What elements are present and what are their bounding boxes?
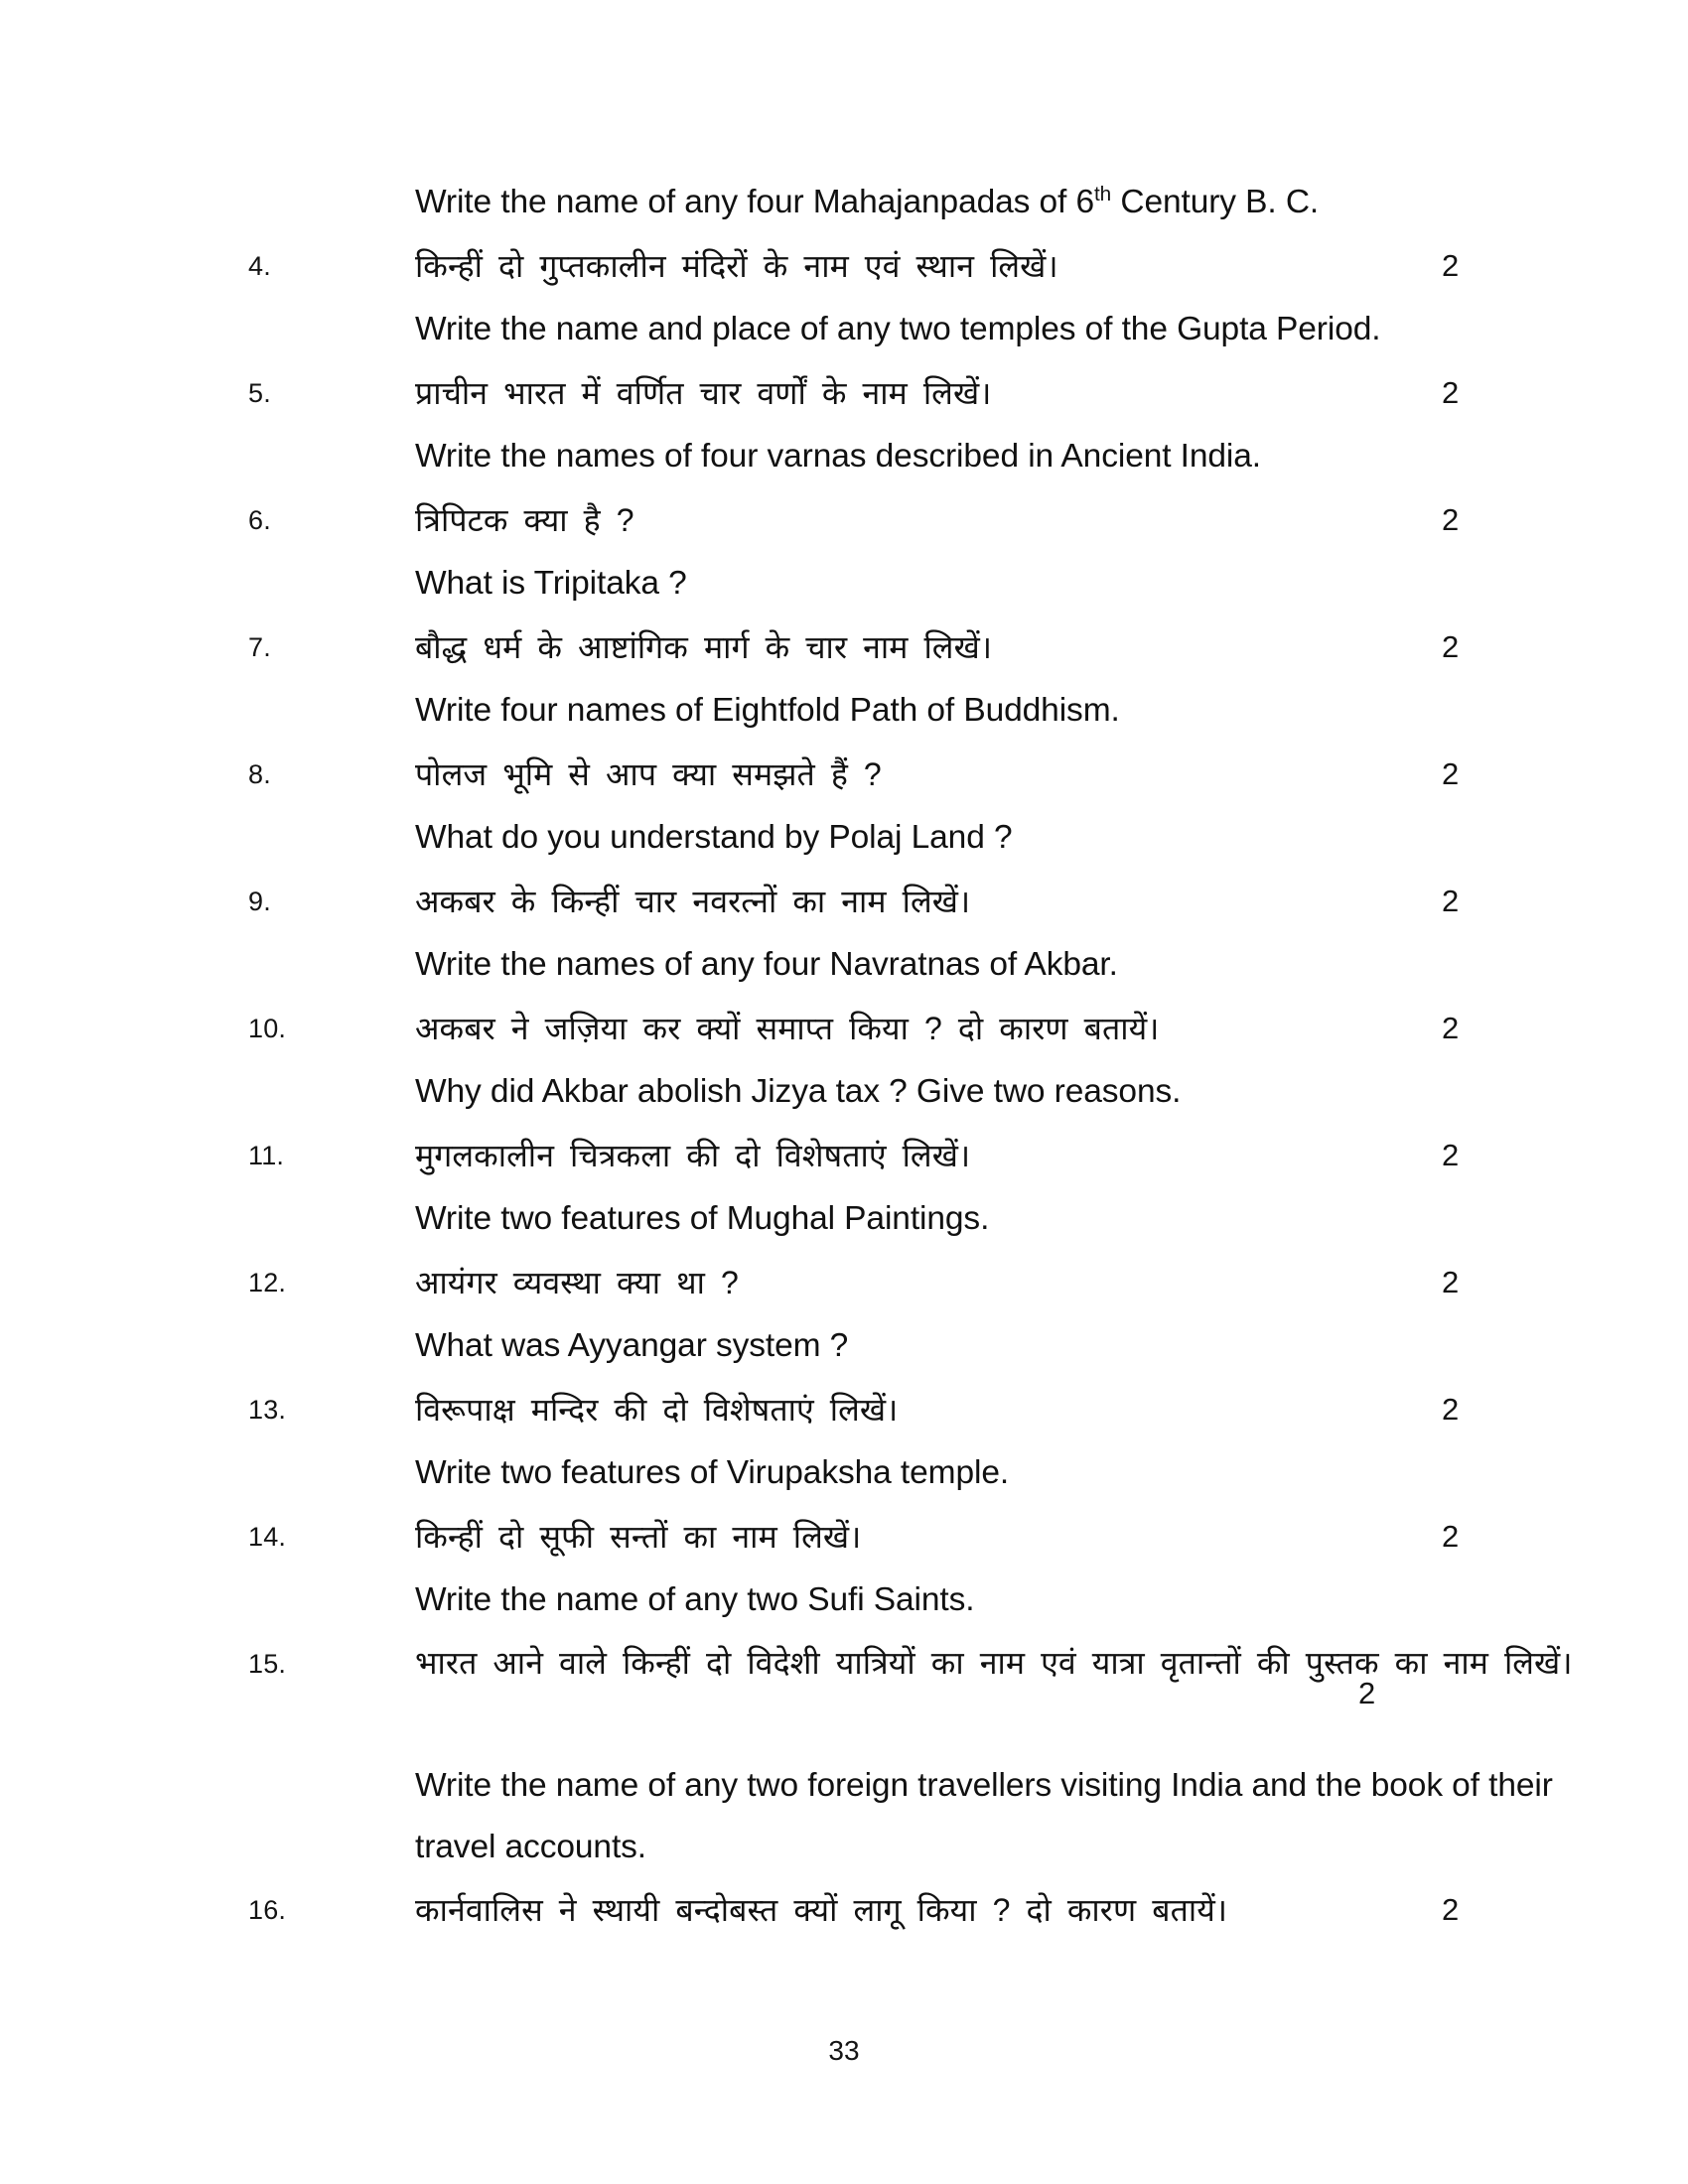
question-hindi-text: आयंगर व्यवस्था क्या था ? — [415, 1265, 739, 1300]
question-item — [0, 1251, 1688, 1378]
question-hindi-text: मुगलकालीन चित्रकला की दो विशेषताएं लिखें। — [415, 1138, 971, 1173]
question-english-text: Write two features of Virupaksha temple. — [415, 1454, 1010, 1491]
question-number: 13. — [248, 1395, 287, 1425]
question-number: 16. — [248, 1895, 287, 1925]
question-english-line — [0, 1060, 1688, 1124]
question-english-line — [0, 298, 1688, 361]
question-hindi-line — [0, 997, 1688, 1060]
question-item — [0, 1632, 1688, 1878]
question-item — [0, 361, 1688, 488]
question-hindi-line — [0, 1124, 1688, 1187]
question-marks: 2 — [1442, 1892, 1460, 1927]
question-english-text: What do you understand by Polaj Land ? — [415, 819, 1013, 856]
question-hindi-line — [0, 488, 1688, 552]
question-hindi-line — [0, 234, 1688, 298]
question-hindi-text: प्राचीन भारत में वर्णित चार वर्णों के नाम लिखें। — [415, 375, 992, 411]
question-marks: 2 — [1442, 1138, 1460, 1172]
question-english-line — [0, 552, 1688, 615]
question-hindi-line — [0, 743, 1688, 806]
question-hindi-text: किन्हीं दो सूफी सन्तों का नाम लिखें। — [415, 1519, 862, 1555]
question-marks: 2 — [1442, 629, 1460, 664]
question-hindi-text: पोलज भूमि से आप क्या समझते हैं ? — [415, 756, 882, 792]
question-hindi-line — [0, 1251, 1688, 1314]
question-number: 14. — [248, 1522, 287, 1552]
question-number: 5. — [248, 378, 271, 408]
question-hindi-line — [0, 1632, 1688, 1755]
question-number: 12. — [248, 1268, 287, 1297]
question-item — [0, 488, 1688, 615]
question-english-line — [0, 1441, 1688, 1505]
question-item — [0, 1878, 1688, 1942]
question-english-text: Write four names of Eightfold Path of Buddhism. — [415, 692, 1120, 729]
question-number: 15. — [248, 1649, 287, 1679]
question-english-text: Why did Akbar abolish Jizya tax ? Give two reasons. — [415, 1073, 1182, 1110]
question-hindi-line — [0, 1378, 1688, 1441]
question-english-line — [0, 1755, 1688, 1878]
question-english-text: Write the names of any four Navratnas of Akbar. — [415, 946, 1118, 983]
question-item — [0, 870, 1688, 997]
question-marks: 2 — [1442, 1392, 1460, 1427]
question-number: 11. — [248, 1141, 285, 1170]
question-english-text: What was Ayyangar system ? — [415, 1327, 849, 1364]
question-hindi-text: भारत आने वाले किन्हीं दो विदेशी यात्रियों का नाम एवं यात्रा वृतान्तों की पुस्तक का नाम लिखें। — [415, 1645, 1573, 1681]
question-number: 4. — [248, 251, 271, 281]
question-hindi-line — [0, 1505, 1688, 1569]
question-item — [0, 1505, 1688, 1632]
question-hindi-text: किन्हीं दो गुप्तकालीन मंदिरों के नाम एवं स्थान लिखें। — [415, 248, 1058, 284]
question-english-line — [0, 933, 1688, 997]
question-number: 6. — [248, 505, 271, 535]
question-english-line — [0, 806, 1688, 870]
question-hindi-text: अकबर ने जज़िया कर क्यों समाप्त किया ? दो कारण बतायें। — [415, 1011, 1160, 1046]
question-english-line — [0, 425, 1688, 488]
question-marks: 2 — [1442, 502, 1460, 537]
question-english-line — [0, 1314, 1688, 1378]
question-hindi-text: बौद्ध धर्म के आष्टांगिक मार्ग के चार नाम लिखें। — [415, 629, 993, 665]
question-marks: 2 — [1442, 375, 1460, 410]
continuation-line — [0, 171, 1688, 234]
question-hindi-line — [0, 361, 1688, 425]
question-item — [0, 1378, 1688, 1505]
question-hindi-text: अकबर के किन्हीं चार नवरत्नों का नाम लिखें। — [415, 884, 971, 919]
question-number: 10. — [248, 1014, 287, 1043]
question-english-text: Write the names of four varnas described in Ancient India. — [415, 438, 1262, 475]
page-number: 33 — [828, 2035, 860, 2066]
question-hindi-text: विरूपाक्ष मन्दिर की दो विशेषताएं लिखें। — [415, 1392, 899, 1428]
question-english-line — [0, 1187, 1688, 1251]
question-english-line — [0, 679, 1688, 743]
question-item — [0, 1124, 1688, 1251]
question-marks: 2 — [1442, 756, 1460, 791]
question-number: 9. — [248, 887, 271, 916]
question-item — [0, 615, 1688, 743]
question-hindi-text: कार्नवालिस ने स्थायी बन्दोबस्त क्यों लागू किया ? दो कारण बतायें। — [415, 1892, 1228, 1928]
question-hindi-text: त्रिपिटक क्या है ? — [415, 502, 634, 538]
question-item — [0, 234, 1688, 361]
question-marks: 2 — [1442, 1011, 1460, 1045]
question-english-text: Write the name of any two Sufi Saints. — [415, 1581, 975, 1618]
continuation-english-text — [415, 171, 1438, 234]
ordinal-superscript: th — [1094, 182, 1112, 205]
question-hindi-line — [0, 615, 1688, 679]
question-english-text: Write the name of any two foreign travellers visiting India and the book of their travel accounts. — [415, 1767, 1553, 1865]
question-english-text: Write the name and place of any two temples of the Gupta Period. — [415, 311, 1381, 347]
question-marks: 2 — [1442, 1265, 1460, 1299]
question-marks: 2 — [1358, 1676, 1376, 1710]
question-item — [0, 743, 1688, 870]
question-marks: 2 — [1442, 1519, 1460, 1554]
question-hindi-line — [0, 1878, 1688, 1942]
question-item — [0, 997, 1688, 1124]
question-number: 7. — [248, 632, 271, 662]
question-marks: 2 — [1442, 884, 1460, 918]
continuation-text-part1: Write the name of any four Mahajanpadas of 6 — [415, 184, 1095, 220]
question-english-line — [0, 1569, 1688, 1632]
question-number: 8. — [248, 759, 271, 789]
question-list — [0, 171, 1688, 1942]
question-marks: 2 — [1442, 248, 1460, 283]
question-english-text: Write two features of Mughal Paintings. — [415, 1200, 990, 1237]
question-hindi-line — [0, 870, 1688, 933]
continuation-text-part2: Century B. C. — [1111, 184, 1320, 220]
question-english-text: What is Tripitaka ? — [415, 565, 687, 602]
